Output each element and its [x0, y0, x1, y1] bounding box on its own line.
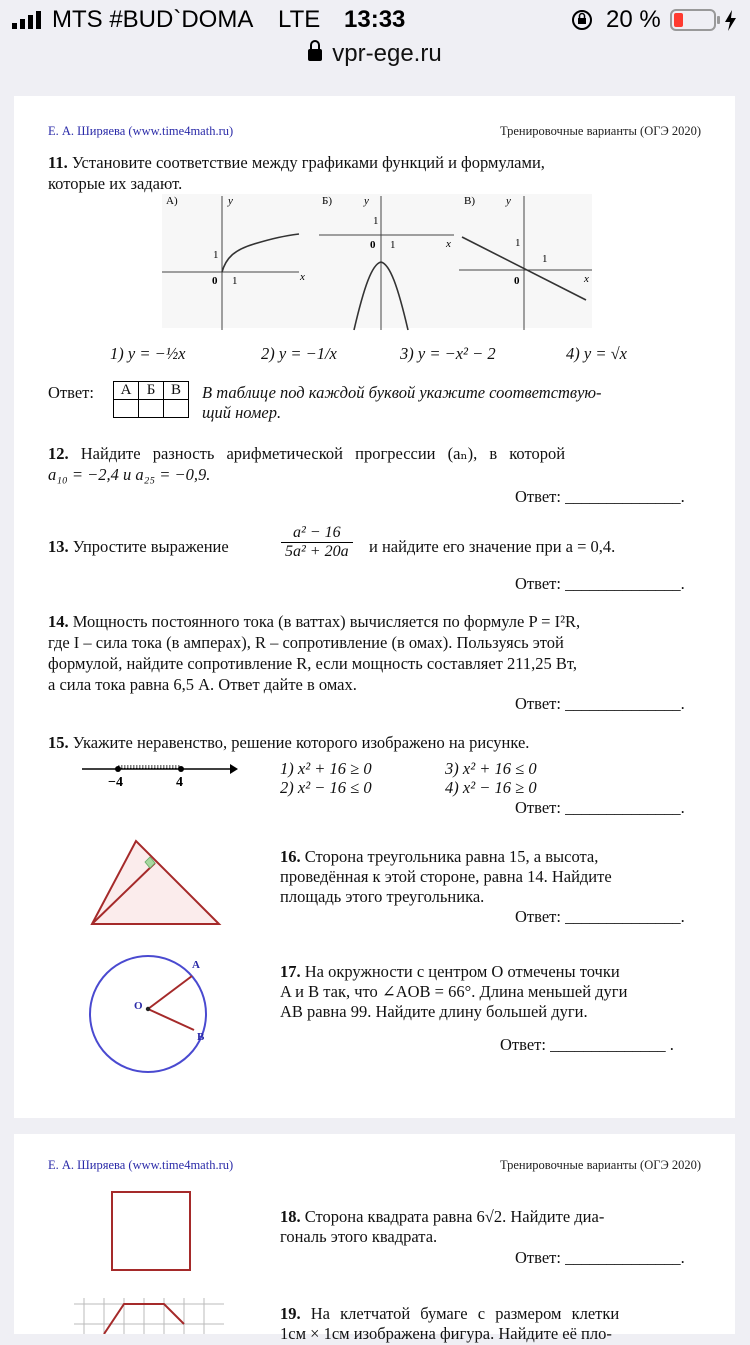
task-11-graphs	[154, 192, 594, 332]
task-13-text: 13. Упростите выражение	[48, 537, 229, 556]
task-17-answer[interactable]: Ответ: ______________ .	[500, 1035, 674, 1054]
task-15-option-3: 3) x² + 16 ≤ 0	[445, 759, 537, 778]
task-19-grid	[74, 1298, 224, 1334]
task-14-text-line1: 14. Мощность постоянного тока (в ваттах) вычисляется по формуле P = I²R,	[48, 612, 581, 631]
page-header-title: Тренировочные варианты (ОГЭ 2020)	[499, 124, 701, 138]
svg-text:1: 1	[542, 253, 548, 265]
lock-icon	[308, 49, 322, 61]
task-11-text-line2: которые их задают.	[48, 174, 183, 193]
task-17-text-line3: AB равна 99. Найдите длину большей дуги.	[280, 1002, 588, 1021]
task-17-text-line1: 17. На окружности с центром O отмечены точки	[280, 962, 620, 981]
task-16-text-line1: 16. Сторона треугольника равна 15, а высота,	[280, 847, 599, 866]
table-header-b: Б	[139, 382, 164, 400]
task-12-text-line2: a₁₀ = −2,4 и a₂₅ = −0,9.	[48, 465, 211, 484]
page-header-author: Е. А. Ширяева (www.time4math.ru)	[48, 124, 234, 138]
task-15-option-2: 2) x² − 16 ≤ 0	[280, 778, 372, 797]
page-header-title: Тренировочные варианты (ОГЭ 2020)	[499, 1158, 701, 1172]
status-bar	[0, 0, 750, 40]
rotation-lock-icon	[570, 9, 594, 31]
task-13-fraction: a² − 16 5a² + 20a	[281, 524, 353, 561]
task-12-text: 12. Найдите разность арифметической прогрессии (aₙ), в которой	[48, 444, 566, 463]
svg-text:1: 1	[373, 215, 379, 227]
clock: 13:33	[344, 6, 406, 33]
table-cell-a[interactable]	[114, 400, 139, 418]
task-13-answer[interactable]: Ответ: ______________.	[515, 574, 685, 593]
svg-text:x: x	[446, 238, 451, 250]
task-19-text-line1: 19. На клетчатой бумаге с размером клетки	[280, 1304, 620, 1323]
svg-text:0: 0	[514, 275, 520, 287]
graph-b-label: Б)	[322, 195, 332, 207]
graph-c-label: В)	[464, 195, 475, 207]
task-11-hint-line2: щий номер.	[202, 403, 282, 422]
document-page-1	[14, 96, 735, 1118]
table-cell-c[interactable]	[164, 400, 189, 418]
task-16-text-line3: площадь этого треугольника.	[280, 887, 485, 906]
task-14-answer[interactable]: Ответ: ______________.	[515, 694, 685, 713]
task-15-option-4: 4) x² − 16 ≥ 0	[445, 778, 537, 797]
task-11-option-1: 1) y = −½x	[110, 344, 186, 363]
svg-text:A: A	[192, 959, 200, 971]
signal-icon	[12, 11, 44, 29]
svg-text:0: 0	[370, 239, 376, 251]
carrier-name: MTS #BUD`DOMA	[52, 6, 254, 33]
svg-text:y: y	[506, 195, 511, 207]
battery-icon	[670, 9, 746, 33]
svg-text:O: O	[134, 1000, 143, 1012]
task-13-text-after: и найдите его значение при a = 0,4.	[369, 537, 616, 556]
task-12-answer[interactable]: Ответ: ______________.	[515, 487, 685, 506]
svg-text:B: B	[197, 1031, 205, 1043]
task-14-text-line2: где I – сила тока (в амперах), R – сопротивление (в омах). Пользуясь этой	[48, 633, 564, 652]
task-17-text-line2: A и B так, что ∠AOB = 66°. Длина меньшей дуги	[280, 982, 628, 1001]
svg-text:x: x	[300, 271, 305, 283]
task-14-text-line3: формулой, найдите сопротивление R, если мощность составляет 211,25 Вт,	[48, 654, 577, 673]
task-18-square	[110, 1190, 194, 1274]
table-header-c: В	[164, 382, 189, 400]
task-18-text-line1: 18. Сторона квадрата равна 6√2. Найдите диа-	[280, 1207, 605, 1226]
task-15-answer[interactable]: Ответ: ______________.	[515, 798, 685, 817]
task-18-text-line2: гональ этого квадрата.	[280, 1227, 438, 1246]
task-11-text: 11. Установите соответствие между графиками функций и формулами,	[48, 153, 545, 172]
task-18-answer[interactable]: Ответ: ______________.	[515, 1248, 685, 1267]
svg-text:x: x	[584, 273, 589, 285]
svg-text:1: 1	[515, 237, 521, 249]
svg-text:−4: −4	[108, 775, 123, 790]
task-11-option-4: 4) y = √x	[566, 344, 627, 363]
svg-text:1: 1	[213, 249, 219, 261]
task-11-option-3: 3) y = −x² − 2	[400, 344, 496, 363]
task-11-answer-label: Ответ:	[48, 383, 94, 402]
svg-text:y: y	[228, 195, 233, 207]
battery-percent: 20 %	[606, 6, 661, 33]
url-text: vpr-ege.ru	[332, 40, 442, 67]
task-15-option-1: 1) x² + 16 ≥ 0	[280, 759, 372, 778]
svg-text:1: 1	[232, 275, 238, 287]
task-19-text-line2: 1см × 1см изображена фигура. Найдите её пло-	[280, 1324, 612, 1343]
graph-a-label: А)	[166, 195, 178, 207]
svg-text:1: 1	[390, 239, 396, 251]
network-type: LTE	[278, 6, 321, 33]
svg-text:4: 4	[176, 775, 183, 790]
document-page-2	[14, 1134, 735, 1343]
svg-text:0: 0	[212, 275, 218, 287]
table-cell-b[interactable]	[139, 400, 164, 418]
url-bar[interactable]	[0, 40, 750, 82]
task-15-number-line	[80, 758, 240, 790]
task-16-text-line2: проведённая к этой стороне, равна 14. Найдите	[280, 867, 612, 886]
task-15-text: 15. Укажите неравенство, решение которого изображено на рисунке.	[48, 733, 530, 752]
task-16-triangle	[88, 836, 228, 928]
task-11-option-2: 2) y = −1/x	[261, 344, 337, 363]
page-header-author: Е. А. Ширяева (www.time4math.ru)	[48, 1158, 234, 1172]
task-16-answer[interactable]: Ответ: ______________.	[515, 907, 685, 926]
task-17-circle	[84, 952, 214, 1082]
task-11-hint-line1: В таблице под каждой буквой укажите соответствую-	[202, 383, 602, 402]
task-14-text-line4: а сила тока равна 6,5 А. Ответ дайте в омах.	[48, 675, 357, 694]
table-header-a: А	[114, 382, 139, 400]
task-11-answer-table[interactable]	[113, 381, 189, 418]
svg-text:y: y	[364, 195, 369, 207]
